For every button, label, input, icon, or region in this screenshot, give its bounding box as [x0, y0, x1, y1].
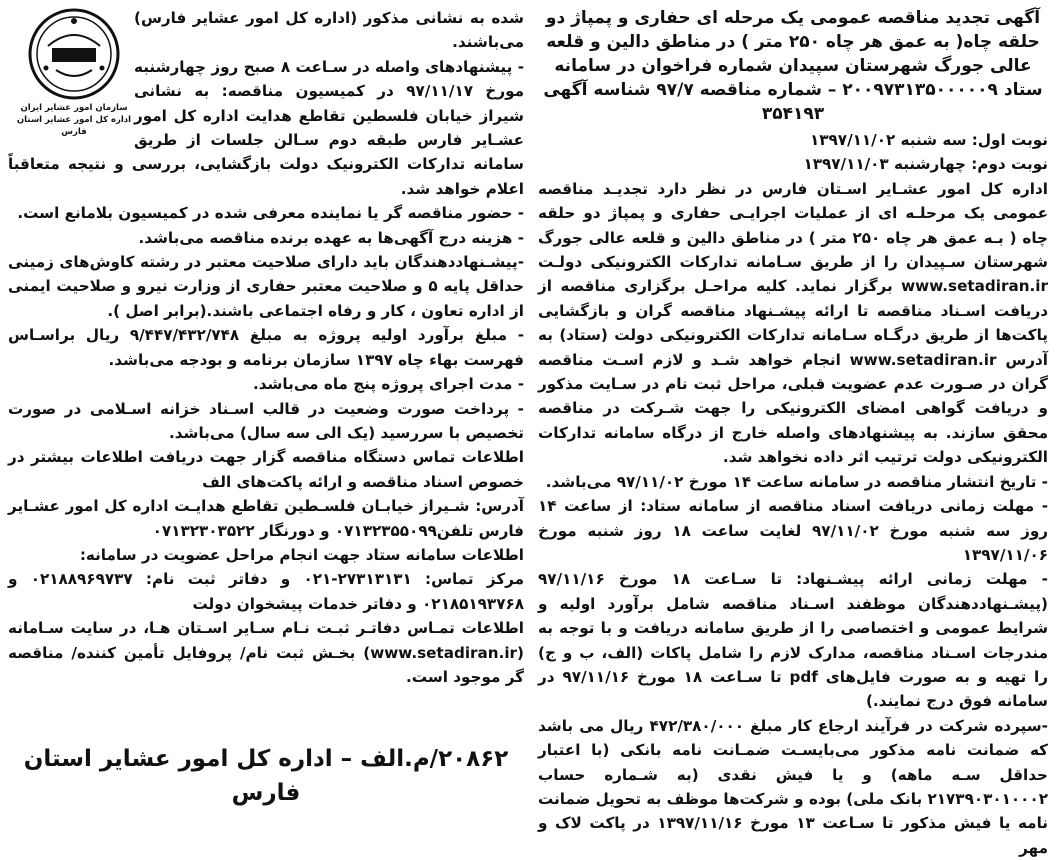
left-offices: [8, 616, 524, 689]
left-sessions: - پیشنهادهای واصله در سـاعت ۸ صبح روز چهارشنبه مورخ ۹۷/۱۱/۱۷ در کمیسیون مناقصه: به نشانی شیراز خیابان فلسطین تقاطع هدایت اداره کل امور عشـایر فارس طبقه دوم سـالن جلسات از طریق سامانه تدارکات الکترونیک دولت بازگشایی، بررسی و نتیجه متعاقباً اعلام خواهد شد.: [8, 57, 525, 198]
logo-sub-name: اداره کل امور عشایر استان فارس: [16, 115, 132, 137]
offer-text-a: - مهلت زمانی ارائه پیشـنهاد: تا سـاعت ۱۸ مورخ ۹۷/۱۱/۱۶ (پیشـنهاددهندگان موظفند اسـناد مناقصه شامل برآورد اولیه و شرایط عمومی و اختصاصی را از طریق سامانه دریافت و با توجه به مندرجات اسـناد مناقصه، مدارک لازم را شامل پاکات (الف، ب و ج) را تهیه و به صورت فایل‌های: [538, 570, 1048, 686]
left-duration: - مدت اجرای پروژه پنج ماه می‌باشد.: [252, 375, 524, 394]
item-docs-deadline: - مهلت زمانی دریافت اسناد مناقصه از سامانه ستاد: از ساعت ۱۴ روز سه شنبه مورخ ۹۷/۱۱/۰۲ لغایت ساعت ۱۸ روز شنبه مورخ ۱۳۹۷/۱۱/۰۶: [538, 497, 1048, 564]
logo-block: [14, 6, 134, 138]
left-cost: - هزینه درج آگهی‌ها به عهده برنده مناقصه می‌باشد.: [138, 228, 524, 247]
item-publish-date: - تاریخ انتشار مناقصه در سامانه ساعت ۱۴ مورخ ۹۷/۱۱/۰۲ می‌باشد.: [545, 472, 1048, 491]
left-column: [8, 6, 524, 810]
offices-text-a: اطلاعات تمـاس دفاتـر ثبـت نـام سـایر اسـتان هـا، در سایت سـامانه: [8, 619, 524, 638]
logo-org-name: سازمان امور عشایر ایران: [20, 103, 128, 113]
intro-text-a: اداره کل امور عشـایر اسـتان فارس در نظر دارد تجدیـد مناقصه عمومی یک مرحلـه ای از عملیات اجرایـی حفاری و پمپاژ دو حلقه چاه ( بـه عمق هر چاه ۲۵۰ متر ) در مناطق دالین و قلعه عالی جورگ شهرستان سـپیدان را از طریق سـامانه تدارکات الکترونیکی دولـت: [538, 179, 1048, 272]
left-address: آدرس: شـیراز خیابـان فلسـطین تقاطع هدایـت اداره کل امور عشـایر فارس تلفن۰۷۱۳۲۳۵۵۰۹۹ و دورنگار ۰۷۱۳۲۳۰۳۵۲۲: [8, 497, 524, 540]
jahad-logo-icon: [26, 6, 122, 102]
intro-paragraph: [538, 177, 1048, 470]
site-url-2: www.setadiran.ir: [849, 350, 997, 369]
offices-text-b: بخـش ثبت نام/ پروفایل تأمین کننده/ مناقصه گر موجود است.: [8, 643, 524, 686]
notice-first: نوبت اول: سه شنبه ۱۳۹۷/۱۱/۰۲: [809, 131, 1048, 149]
ad-footer: ۲۰۸۶۲/م.الف – اداره کل امور عشایر استان فارس: [23, 746, 509, 806]
offer-text-b: تا سـاعت ۱۸ مورخ ۹۷/۱۱/۱۶ در سامانه فوق درج نمایند.): [538, 667, 1048, 711]
left-estimate: - مبلغ برآورد اولیه پروژه به مبلغ ۹/۴۴۷/۴۳۲/۷۴۸ ریال براسـاس فهرست بهاء چاه ۱۳۹۷ سازمان برنامه و بودجه می‌باشد.: [8, 326, 524, 369]
pdf-word: pdf: [789, 667, 818, 686]
left-lead: شده به نشانی مذکور (اداره کل امور عشایر فارس) می‌باشند.: [134, 9, 524, 52]
ad-headline: آگهی تجدید مناقصه عمومی یک مرحله ای حفاری و پمپاژ دو حلقه چاه( به عمق هر چاه ۲۵۰ متر ) در مناطق دالین و قلعه عالی جورگ شهرستان سپیدان شماره فراخوان در سامانه ستاد ۲۰۰۹۷۳۱۳۵۰۰۰۰۰۹ – شماره مناقصه ۹۷/۷ شناسه آگهی ۳۵۴۱۹۳: [543, 8, 1043, 124]
left-contact: اطلاعات تماس دستگاه مناقصه گزار جهت دریافت اطلاعات بیشتر در خصوص اسناد مناقصه و ارائه پاکت‌های الف: [8, 448, 524, 491]
site-url: www.setadiran.ir: [901, 277, 1048, 296]
left-payment: - پرداخت صورت وضعیت در قالب اسـناد خزانه اسـلامی در صورت تخصیص با سررسید (یک الی سه سال) می‌باشد.: [8, 399, 524, 442]
notice-second: نوبت دوم: چهارشنبه ۱۳۹۷/۱۱/۰۳: [803, 155, 1048, 174]
left-setad: اطلاعات سامانه ستاد جهت انجام مراحل عضویت در سامانه:: [79, 545, 524, 564]
item-offer-deadline: [538, 567, 1048, 713]
intro-text-b: برگزار نماید. کلیه مراحـل برگزاری مناقصه از دریافت اسـناد مناقصه تا ارائه پیشـنهاد مناقصه گران و بازگشایی پاکت‌ها از طریق درگـاه سـامانه تدارکات الکترونیکی دولت (ستاد) به آدرس: [538, 277, 1049, 369]
right-column: [538, 6, 1049, 857]
offices-url: (www.setadiran.ir): [363, 643, 524, 662]
intro-text-c: انجام خواهد شـد و لازم اسـت مناقصه گران در صـورت عدم عضویت قبلی، مراحل ثبت نام در سـایت مذکور و دریافت گواهی امضای الکترونیکی را جهت شـرکت در مناقصه محقق سازند. به پیشنهادهای واصله خارج از درگاه سامانه تدارکات الکترونیکی دولت ترتیب اثر داده نخواهد شد.: [538, 350, 1048, 467]
left-attend: - حضور مناقصه گر یا نماینده معرفی شده در کمیسیون بلامانع است.: [17, 204, 524, 223]
left-call-center: مرکز تماس: ۲۷۳۱۳۱۳۱-۰۲۱ و دفاتر ثبت نام: ۰۲۱۸۸۹۶۹۷۳۷ و ۰۲۱۸۵۱۹۳۷۶۸ و دفاتر خدمات پیشخوان دولت: [8, 570, 525, 613]
left-qualification: -پیشـنهاددهندگان باید دارای صلاحیت معتبر در رشته کاوش‌های زمینی حداقل پایه ۵ و صلاحیت معتبر حفاری از وزارت نیرو و صلاحیت ایمنی از اداره تعاون ، کار و رفاه اجتماعی باشند.(برابر اصل ).: [8, 253, 524, 320]
item-guarantee: -سپرده شرکت در فرآیند ارجاع کار مبلغ ۴۷۲/۳۸۰/۰۰۰ ریال می باشد که ضمانت نامه مذکور می‌بایسـت ضمـانت نامه بانکی (با اعتبار حداقل سـه ماهه) و یا فیش نقدی (به شـماره حساب ۲۱۷۳۹۰۳۰۱۰۰۰۲ بانک ملی) بوده و شرکت‌ها موظف به تحویل ضمانت نامه یا فیش مذکور تا سـاعت ۱۳ مورخ ۱۳۹۷/۱۱/۱۶ در پاکت لاک و مهر: [538, 716, 1048, 857]
